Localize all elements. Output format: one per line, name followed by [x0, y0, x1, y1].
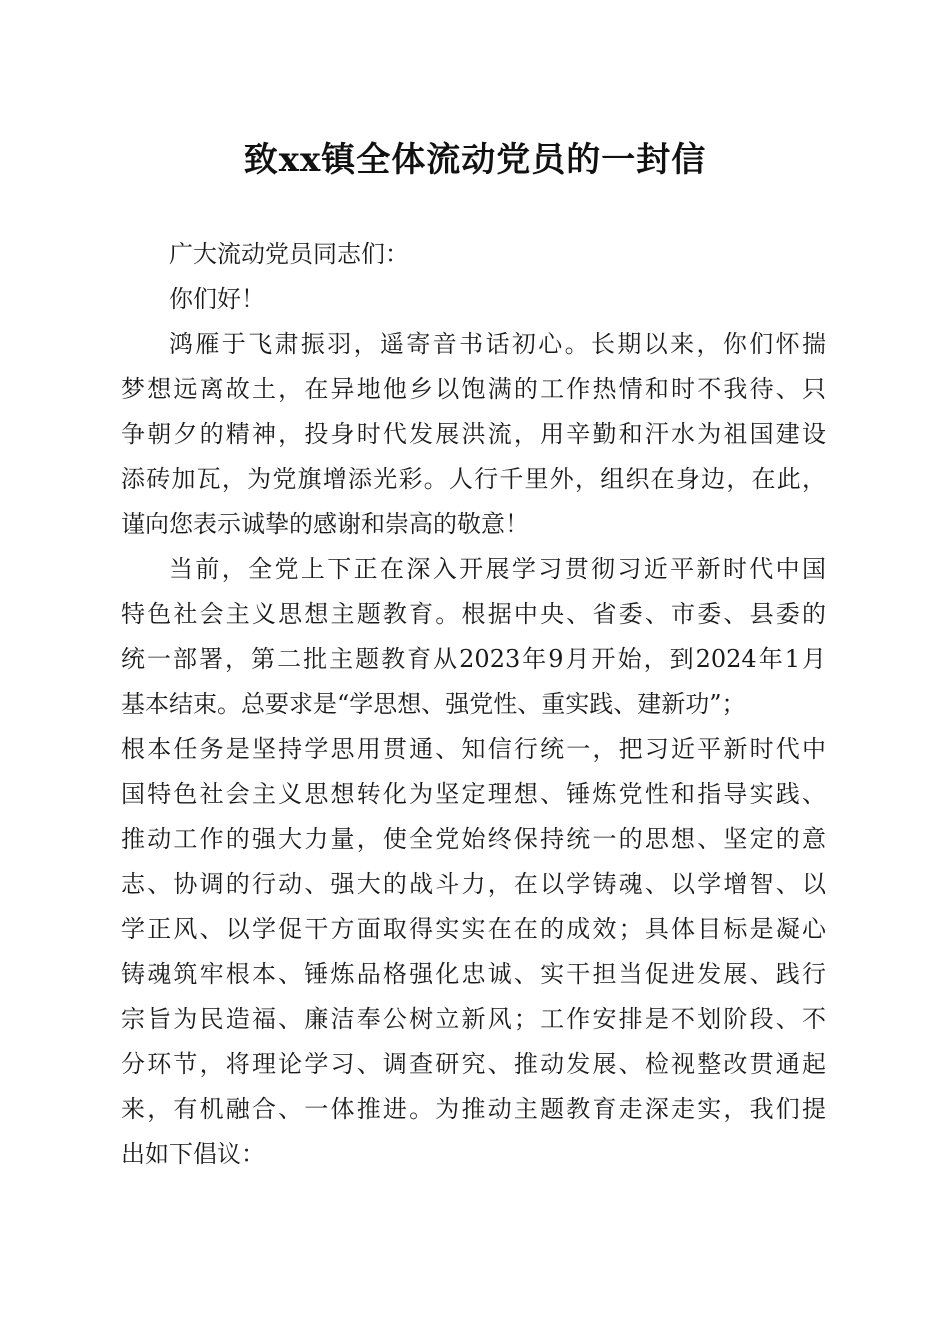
greeting: [121, 277, 826, 322]
paragraph-1-line: 争朝夕的精神，投身时代发展洪流，用辛勤和汗水为祖国建设: [121, 420, 826, 448]
paragraph-2-line: 志、协调的行动、强大的战斗力，在以学铸魂、以学增智、以: [121, 870, 826, 898]
paragraph-2-line: 国特色社会主义思想转化为坚定理想、锤炼党性和指导实践、: [121, 780, 826, 808]
paragraph-1-line: 梦想远离故土，在异地他乡以饱满的工作热情和时不我待、只: [121, 375, 826, 403]
paragraph-2-line: 根本任务是坚持学思用贯通、知信行统一，把习近平新时代中: [121, 735, 826, 763]
paragraph-2-line: 分环节，将理论学习、调查研究、推动发展、检视整改贯通起: [121, 1050, 826, 1078]
paragraph-1-line: 鸿雁于飞肃振羽，遥寄音书话初心。长期以来，你们怀揣: [169, 330, 826, 358]
greeting-text: 你们好！: [169, 285, 265, 313]
paragraph-2-line: 铸魂筑牢根本、锤炼品格强化忠诚、实干担当促进发展、践行: [121, 960, 826, 988]
paragraph-2: [121, 547, 826, 1177]
paragraph-2-line: 宗旨为民造福、廉洁奉公树立新风；工作安排是不划阶段、不: [121, 1005, 826, 1033]
paragraph-2-line: 当前，全党上下正在深入开展学习贯彻习近平新时代中国: [169, 555, 826, 583]
document-body: [121, 232, 826, 1177]
salutation: [121, 232, 826, 277]
paragraph-1-line: 添砖加瓦，为党旗增添光彩。人行千里外，组织在身边，在此，: [121, 465, 826, 493]
paragraph-1-line: 谨向您表示诚挚的感谢和崇高的敬意！: [121, 510, 529, 538]
document-title: 致xx镇全体流动党员的一封信: [243, 140, 707, 180]
paragraph-2-line: 统一部署，第二批主题教育从2023年9月开始，到2024年1月: [121, 645, 826, 673]
salutation-text: 广大流动党员同志们：: [169, 240, 409, 268]
paragraph-1: [121, 322, 826, 547]
paragraph-2-line: 来，有机融合、一体推进。为推动主题教育走深走实，我们提: [121, 1095, 826, 1123]
paragraph-2-line: 基本结束。总要求是“学思想、强党性、重实践、建新功”；: [121, 690, 746, 718]
paragraph-2-line: 出如下倡议：: [121, 1140, 265, 1168]
paragraph-2-line: 学正风、以学促干方面取得实实在在的成效；具体目标是凝心: [121, 915, 826, 943]
paragraph-2-line: 推动工作的强大力量，使全党始终保持统一的思想、坚定的意: [121, 825, 826, 853]
paragraph-2-line: 特色社会主义思想主题教育。根据中央、省委、市委、县委的: [121, 600, 826, 628]
